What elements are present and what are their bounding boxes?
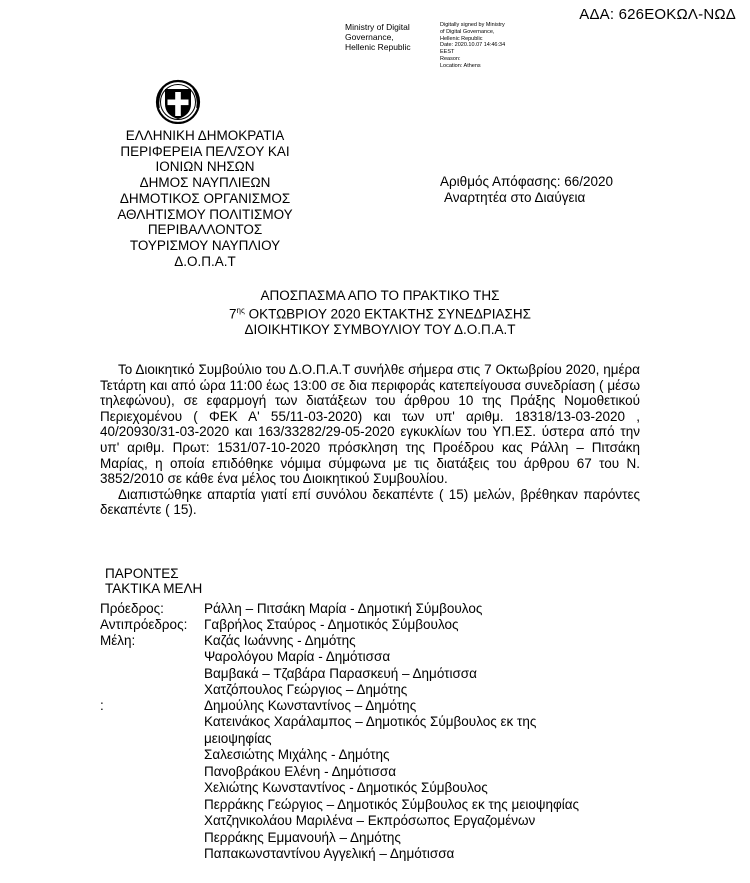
title-line: ΔΙΟΙΚΗΤΙΚΟΥ ΣΥΜΒΟΥΛΙΟΥ ΤΟΥ Δ.Ο.Π.Α.Τ	[244, 321, 516, 337]
member-row: Χατζόπουλος Γεώργιος – Δημότης	[204, 682, 408, 697]
member-row: Παπακωνσταντίνου Αγγελική – Δημότισσα	[204, 846, 455, 861]
decision-info	[440, 174, 613, 205]
signature-detail-line: Location: Athens	[440, 62, 481, 69]
stray-colon: :	[100, 698, 104, 713]
signature-signer	[345, 22, 437, 52]
members-label: Μέλη:	[100, 633, 136, 648]
issuer-header	[85, 128, 325, 269]
signer-line: Ministry of Digital	[345, 22, 410, 32]
title-date-rest: ΟΚΤΩΒΡΙΟΥ 2020 ΕΚΤΑΚΤΗΣ ΣΥΝΕΔΡΙΑΣΗΣ	[244, 306, 531, 322]
member-row: Σαλεσιώτης Μιχάλης - Δημότης	[204, 747, 390, 762]
present-heading	[100, 566, 202, 596]
issuer-line: Δ.Ο.Π.Α.Τ	[174, 253, 236, 269]
issuer-line: ΑΘΛΗΤΙΣΜΟΥ ΠΟΛΙΤΙΣΜΟΥ	[117, 206, 293, 222]
body-text	[100, 362, 640, 518]
issuer-line: ΠΕΡΙΒΑΛΛΟΝΤΟΣ	[147, 222, 263, 238]
member-row: Ψαρολόγου Μαρία - Δημότισσα	[204, 649, 391, 664]
member-row: Κατεινάκος Χαράλαμπος – Δημοτικός Σύμβουλος εκ της	[204, 714, 537, 729]
signer-line: Governance,	[345, 32, 394, 42]
vice-president-label: Αντιπρόεδρος:	[100, 617, 188, 632]
signature-detail-line: EEST	[440, 49, 455, 56]
member-row: Βαμβακά – Τζαβάρα Παρασκευή – Δημότισσα	[204, 666, 477, 681]
present-title: ΠΑΡΟΝΤΕΣ	[105, 566, 179, 581]
signature-detail-line: of Digital Governance,	[440, 28, 495, 35]
publication-note: Αναρτητέα στο Διαύγεια	[444, 189, 586, 205]
member-row: Περράκης Εμμανουήλ – Δημότης	[204, 830, 401, 845]
signer-line: Hellenic Republic	[345, 42, 411, 52]
ada-code: ΑΔΑ: 626ΕΟΚΩΛ-ΝΩΔ	[579, 6, 736, 23]
member-row: Περράκης Γεώργιος – Δημοτικός Σύμβουλος εκ της μειοψηφίας	[204, 797, 580, 812]
vice-president-value: Γαβρήλος Σταύρος - Δημοτικός Σύμβουλος	[204, 617, 459, 632]
issuer-line: ΕΛΛΗΝΙΚΗ ΔΗΜΟΚΡΑΤΙΑ	[125, 128, 285, 143]
coat-of-arms-icon	[155, 78, 201, 124]
member-row: Δημούλης Κωνσταντίνος – Δημότης	[204, 698, 417, 713]
title-day: 7	[229, 306, 237, 322]
title-line	[160, 303, 600, 322]
president-value: Ράλλη – Πιτσάκη Μαρία - Δημοτική Σύμβουλος	[204, 601, 483, 616]
issuer-line: ΔΗΜΟΣ ΝΑΥΠΛΙΕΩΝ	[139, 175, 271, 191]
document-title	[160, 288, 600, 337]
signature-detail-line: Digitally signed by Ministry	[440, 22, 505, 28]
issuer-line: ΤΟΥΡΙΣΜΟΥ ΝΑΥΠΛΙΟΥ	[129, 237, 281, 253]
president-label: Πρόεδρος:	[100, 601, 164, 616]
signature-details	[440, 22, 512, 70]
paragraph-quorum: Διαπιστώθηκε απαρτία γιατί επί συνόλου δεκαπέντε ( 15) μελών, βρέθηκαν παρόντες δεκαπέντε ( 15).	[100, 486, 640, 518]
present-subtitle: ΤΑΚΤΙΚΑ ΜΕΛΗ	[105, 581, 203, 596]
member-row: Χελιώτης Κωνσταντίνος - Δημοτικός Σύμβουλος	[204, 780, 488, 795]
title-day-suffix: ης	[236, 306, 245, 315]
title-line: ΑΠΟΣΠΑΣΜΑ ΑΠΟ ΤΟ ΠΡΑΚΤΙΚΟ ΤΗΣ	[260, 288, 500, 303]
member-row: Πανοβράκου Ελένη - Δημότισσα	[204, 764, 396, 779]
signature-detail-line: Hellenic Republic	[440, 35, 483, 42]
decision-number: Αριθμός Απόφασης: 66/2020	[440, 174, 614, 189]
signature-detail-line: Reason:	[440, 55, 461, 62]
issuer-line: ΠΕΡΙΦΕΡΕΙΑ ΠΕΛ/ΣΟΥ ΚΑΙ	[120, 143, 290, 159]
issuer-line: ΔΗΜΟΤΙΚΟΣ ΟΡΓΑΝΙΣΜΟΣ	[119, 190, 291, 206]
member-row-continuation: μειοψηφίας	[204, 731, 272, 746]
member-row: Χατζηνικολάου Μαριλένα – Εκπρόσωπος Εργαζομένων	[204, 813, 536, 828]
member-row: Καζάς Ιωάννης - Δημότης	[204, 633, 356, 648]
signature-detail-line: Date: 2020.10.07 14:46:34	[440, 42, 506, 49]
paragraph-session: Το Διοικητικό Συμβούλιο του Δ.Ο.Π.Α.Τ συνήλθε σήμερα στις 7 Οκτωβρίου 2020, ημέρα Τετάρτη και από ώρα 11:00 έως 13:00 σε δια περιφοράς κατεπείγουσα συνεδρίαση ( μέσω τηλεφώνου), σε εφαρμογή των διατάξεων του άρθρου 10 της Πράξης Νομοθετικού Περιεχομένου ( ΦΕΚ Α' 55/11-03-2020) και των υπ' αριθμ. 18318/13-03-2020 , 40/20930/31-03-2020 και 163/33282/29-05-2020 εγκυκλίων του ΥΠ.ΕΣ. ύστερα από την υπ' αριθμ. Πρωτ: 1531/07-10-2020 πρόσκληση της Προέδρου κας Ράλλη – Πιτσάκη Μαρίας, η οποία επιδόθηκε νόμιμα σύμφωνα με τις διατάξεις του άρθρου 67 του Ν. 3852/2010 σε κάθε ένα μέλος του Διοικητικού Συμβουλίου.	[100, 362, 640, 487]
issuer-line: ΙΟΝΙΩΝ ΝΗΣΩΝ	[155, 159, 255, 175]
